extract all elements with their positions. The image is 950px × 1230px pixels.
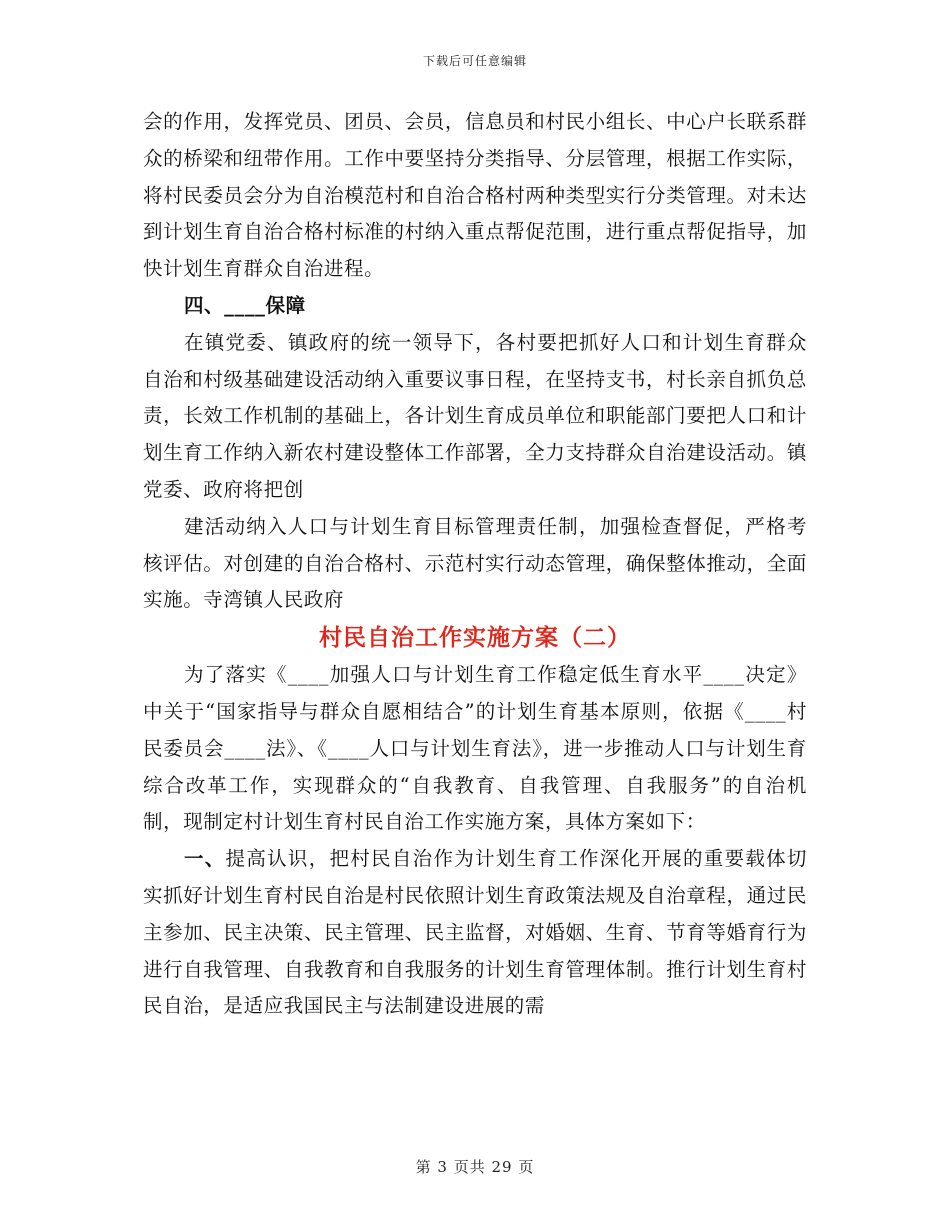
paragraph-guarantee: 在镇党委、镇政府的统一领导下，各村要把抓好人口和计划生育群众自治和村级基础建设活动纳入重要议事日程，在坚持支书，村长亲自抓负总责，长效工作机制的基础上，各计划生育成员单位和职能部门要把人口和计划生育工作纳入新农村建设整体工作部署，全力支持群众自治建设活动。镇党委、政府将把创 [143,330,807,501]
paragraph-guarantee-continued: 建活动纳入人口与计划生育目标管理责任制，加强检查督促，严格考核评估。对创建的自治合格村、示范村实行动态管理，确保整体推动，全面实施。寺湾镇人民政府 [143,514,807,612]
point-one-text: 提高认识，把村民自治作为计划生育工作深化开展的重要载体切实抓好计划生育村民自治是村民依照计划生育政策法规及自治章程，通过民主参加、民主决策、民主管理、民主监督，对婚姻、生育、节育等婚育行为进行自我管理、自我教育和自我服务的计划生育管理体制。推行计划生育村民自治，是适应我国民主与法制建设进展的需 [143,847,807,1018]
document-body [143,104,807,1025]
section-title: 村民自治工作实施方案（二） [319,624,631,652]
page-header-note: 下载后可任意编辑 [422,54,527,68]
paragraph-continuation: 会的作用，发挥党员、团员、会员，信息员和村民小组长、中心户长联系群众的桥梁和纽带作用。工作中要坚持分类指导、分层管理，根据工作实际，将村民委员会分为自治模范村和自治合格村两种类型实行分类管理。对未达到计划生育自治合格村标准的村纳入重点帮促范围，进行重点帮促指导，加快计划生育群众自治进程。 [143,110,807,281]
section-heading-four: 四、____保障 [183,293,306,317]
paragraph-intro: 为了落实《____加强人口与计划生育工作稳定低生育水平____决定》中关于“国家指导与群众自愿相结合”的计划生育基本原则，依据《____村民委员会____法》、《____人口与计划生育法》，进一步推动人口与计划生育综合改革工作，实现群众的“自我教育、自我管理、自我服务”的自治机制，现制定村计划生育村民自治工作实施方案，具体方案如下： [143,663,807,834]
point-one-lead: 一、 [183,847,226,871]
paragraph-point-one [143,841,807,1025]
page-footer: 第 3 页共 29 页 [415,1158,535,1176]
